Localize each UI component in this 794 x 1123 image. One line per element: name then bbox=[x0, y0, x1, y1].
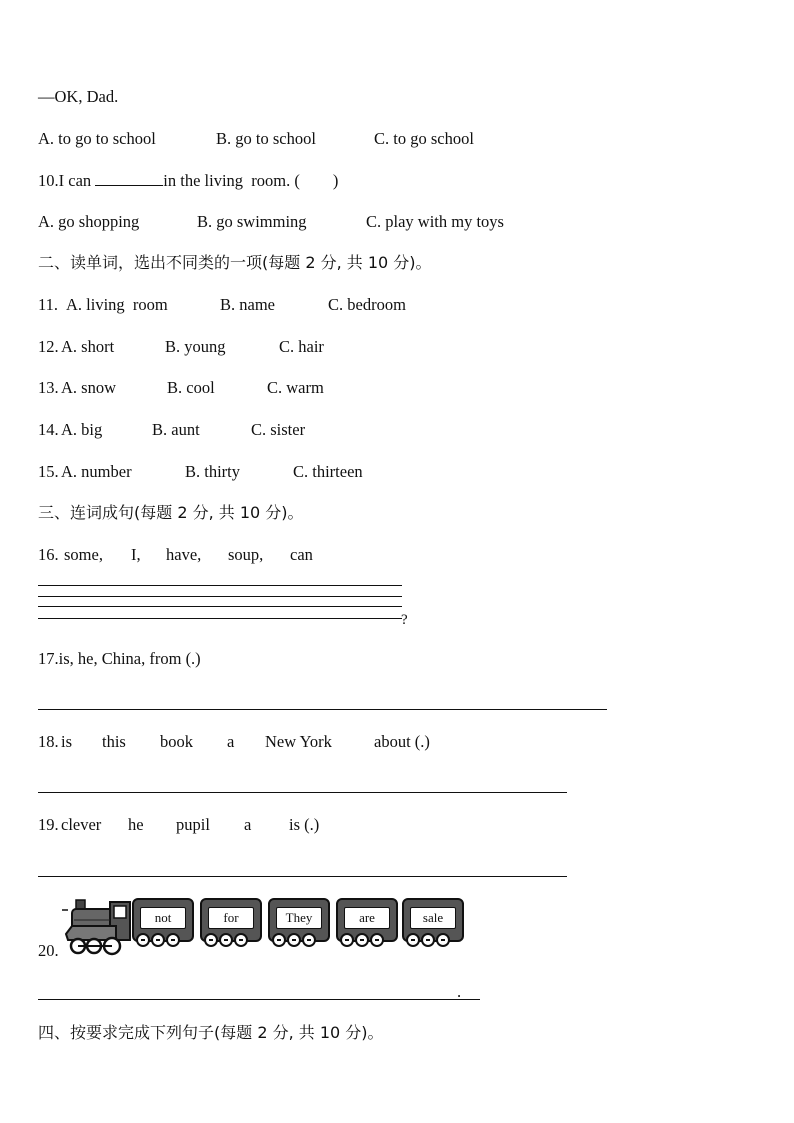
q10-text-before: I can bbox=[58, 171, 96, 190]
section-4-title: 四、按要求完成下列句子(每题 2 分, 共 10 分)。 bbox=[38, 1023, 384, 1042]
train-car bbox=[336, 898, 398, 942]
q14-number: 14. bbox=[38, 420, 59, 439]
q10-option-b: B. go swimming bbox=[197, 212, 307, 231]
q18-number: 18. bbox=[38, 732, 59, 751]
q19-word: a bbox=[244, 815, 252, 834]
q18-word: a bbox=[227, 732, 235, 751]
q20-number: 20. bbox=[38, 941, 59, 960]
q16-word: soup, bbox=[228, 545, 264, 564]
q10-option-c: C. play with my toys bbox=[366, 212, 504, 231]
q15-option-c: C. thirteen bbox=[293, 462, 363, 481]
q20-period: . bbox=[457, 982, 462, 1001]
q15-option-b: B. thirty bbox=[185, 462, 241, 481]
q20-answer-line[interactable] bbox=[38, 999, 480, 1000]
section-2-title: 二、读单词，选出不同类的一项(每题 2 分, 共 10 分)。 bbox=[38, 253, 432, 272]
q9-option-b: B. go to school bbox=[216, 129, 316, 148]
train-car-word: are bbox=[344, 907, 390, 929]
q16-answer-line[interactable] bbox=[38, 618, 402, 619]
train-car-word: for bbox=[208, 907, 254, 929]
q16-answer-line[interactable] bbox=[38, 596, 402, 597]
locomotive-icon bbox=[60, 896, 132, 958]
q10-number: 10. bbox=[38, 171, 59, 190]
q16-word: have, bbox=[166, 545, 202, 564]
q16-answer-line[interactable] bbox=[38, 585, 402, 586]
train-car bbox=[268, 898, 330, 942]
section-3-title: 三、连词成句(每题 2 分, 共 10 分)。 bbox=[38, 503, 304, 522]
q16-word: can bbox=[290, 545, 313, 564]
wheels-icon bbox=[136, 933, 181, 952]
q16-answer-line[interactable] bbox=[38, 606, 402, 607]
q11-number: 11. bbox=[38, 295, 59, 314]
q19-number: 19. bbox=[38, 815, 59, 834]
q17-answer-line[interactable] bbox=[38, 709, 607, 710]
q15-option-a: A. number bbox=[61, 462, 132, 481]
q18-word: is bbox=[61, 732, 73, 751]
q15-number: 15. bbox=[38, 462, 59, 481]
wheels-icon bbox=[406, 933, 451, 952]
q11-option-c: C. bedroom bbox=[328, 295, 406, 314]
q17-text: 17.is, he, China, from (.) bbox=[38, 649, 201, 668]
wheels-icon bbox=[204, 933, 249, 952]
train-car bbox=[200, 898, 262, 942]
q16-word: I, bbox=[131, 545, 141, 564]
q13-option-c: C. warm bbox=[267, 378, 324, 397]
q18-word: New York bbox=[265, 732, 332, 751]
q11-option-b: B. name bbox=[220, 295, 275, 314]
q13-option-b: B. cool bbox=[167, 378, 215, 397]
q10-text-after: in the living room. ( ) bbox=[163, 171, 339, 190]
q9-reply: —OK, Dad. bbox=[38, 87, 119, 106]
q18-answer-line[interactable] bbox=[38, 792, 567, 793]
wheels-icon bbox=[340, 933, 385, 952]
q13-option-a: A. snow bbox=[61, 378, 117, 397]
q19-word: is (.) bbox=[289, 815, 320, 834]
q14-option-c: C. sister bbox=[251, 420, 306, 439]
q19-answer-line[interactable] bbox=[38, 876, 567, 877]
q19-word: pupil bbox=[176, 815, 210, 834]
q18-word: about (.) bbox=[374, 732, 430, 751]
train-car-word: They bbox=[276, 907, 322, 929]
wheels-icon bbox=[272, 933, 317, 952]
q10-answer-blank[interactable] bbox=[95, 170, 163, 186]
q14-option-a: A. big bbox=[61, 420, 103, 439]
q18-word: book bbox=[160, 732, 193, 751]
q9-option-c: C. to go school bbox=[374, 129, 474, 148]
q19-word: clever bbox=[61, 815, 102, 834]
q12-option-c: C. hair bbox=[279, 337, 324, 356]
q12-option-b: B. young bbox=[165, 337, 226, 356]
q10-option-a: A. go shopping bbox=[38, 212, 140, 231]
q14-option-b: B. aunt bbox=[152, 420, 200, 439]
train-car-word: not bbox=[140, 907, 186, 929]
q10-stem bbox=[38, 170, 338, 191]
train-car bbox=[132, 898, 194, 942]
q16-word: some, bbox=[64, 545, 103, 564]
q16-number: 16. bbox=[38, 545, 59, 564]
q16-question-mark: ? bbox=[401, 612, 408, 628]
q12-option-a: A. short bbox=[61, 337, 115, 356]
q13-number: 13. bbox=[38, 378, 59, 397]
q11-option-a: A. living room bbox=[66, 295, 168, 314]
q18-word: this bbox=[102, 732, 126, 751]
q19-word: he bbox=[128, 815, 144, 834]
q12-number: 12. bbox=[38, 337, 59, 356]
word-train bbox=[60, 896, 470, 958]
train-car-word: sale bbox=[410, 907, 456, 929]
q9-option-a: A. to go to school bbox=[38, 129, 156, 148]
train-car bbox=[402, 898, 464, 942]
